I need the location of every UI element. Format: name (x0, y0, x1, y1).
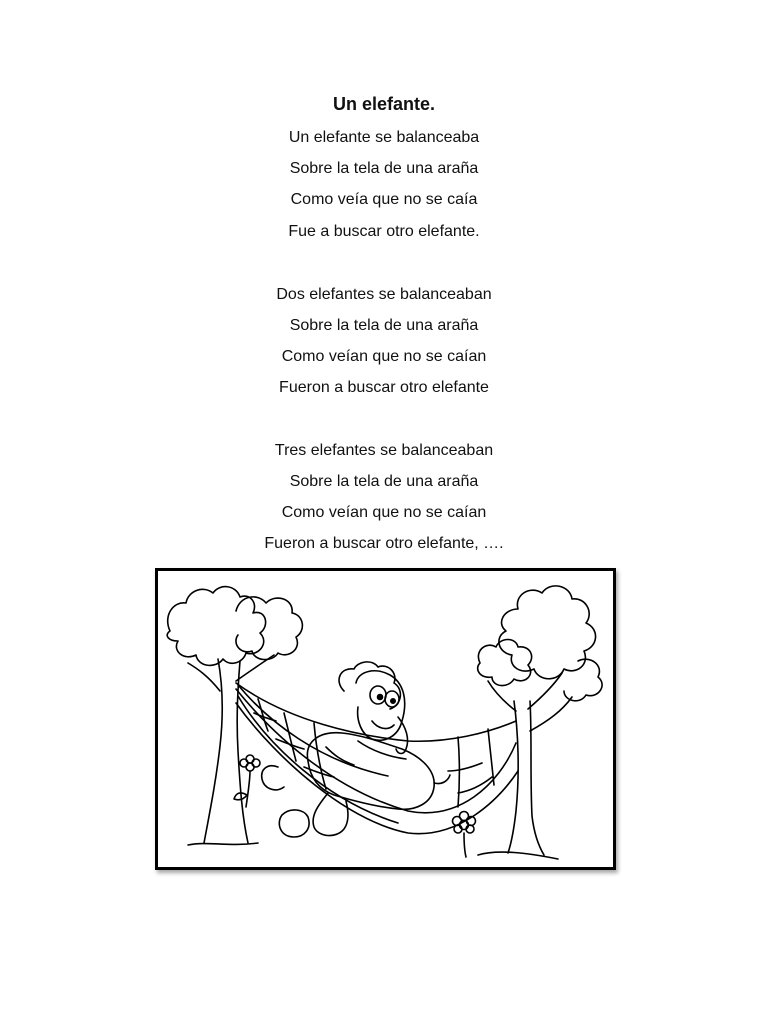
elephant-head (356, 671, 405, 740)
elephant-leg-back (262, 766, 284, 790)
verse-line: Fueron a buscar otro elefante (279, 379, 489, 396)
verse-line: Como veían que no se caían (281, 504, 487, 521)
left-ground (188, 843, 258, 845)
flower-left (234, 755, 260, 807)
verse-line: Fueron a buscar otro elefante, …. (264, 535, 504, 552)
verse-line: Un elefante se balanceaba (288, 129, 480, 146)
illustration-frame (155, 568, 616, 870)
elephant-pupil-right (391, 699, 395, 703)
right-tree-foliage (499, 586, 596, 679)
verse-line: Sobre la tela de una araña (289, 317, 479, 334)
elephant-tail (434, 775, 450, 784)
verse-line: Sobre la tela de una araña (289, 473, 479, 490)
verse-line: Fue a buscar otro elefante. (288, 223, 480, 240)
elephant-arm (326, 741, 406, 765)
hammock-edge-bottom (236, 703, 518, 834)
verse-line: Tres elefantes se balanceaban (274, 442, 494, 459)
right-ground (478, 852, 558, 859)
verse-line: Como veía que no se caía (290, 191, 478, 208)
left-tree-foliage (167, 587, 265, 666)
left-tree-foliage-2 (236, 597, 302, 660)
poem-title: Un elefante. (332, 94, 436, 114)
elephant-pupil-left (378, 695, 383, 700)
elephant-foot (279, 810, 309, 837)
elephant-leg-front (313, 793, 348, 836)
flower-right (453, 812, 476, 858)
hammock-web-arc (254, 713, 492, 793)
hammock-edge-top (236, 683, 516, 741)
verse-line: Como veían que no se caían (281, 348, 487, 365)
verse-line: Sobre la tela de una araña (289, 160, 479, 177)
elephant-hammock-illustration (158, 571, 613, 867)
right-tree-foliage-2 (478, 640, 532, 686)
hammock-web-rib (258, 699, 494, 807)
left-tree-branch (188, 655, 274, 691)
elephant-smile (372, 721, 394, 728)
verse-line: Dos elefantes se balanceaban (276, 286, 492, 303)
